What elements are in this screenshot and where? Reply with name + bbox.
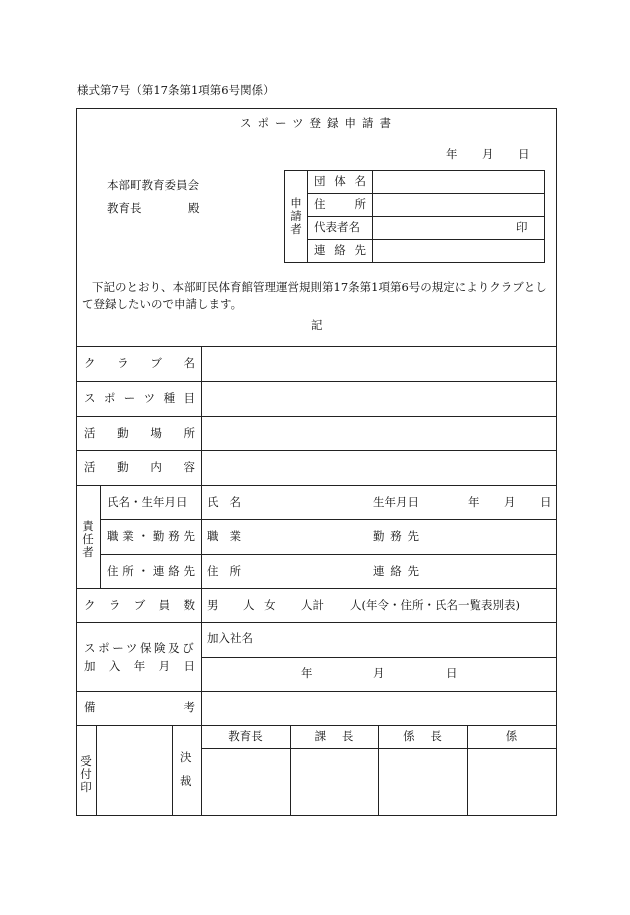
- label-name-birth: 氏名・生年月日: [107, 495, 188, 509]
- label-job-workplace: 職 業 ・ 勤 務 先: [107, 529, 195, 543]
- addressee-honorific: 殿: [188, 201, 200, 215]
- label-activity-content: 活 動 内 容: [84, 460, 195, 474]
- insurance-company: 加入社名: [207, 631, 253, 645]
- applicant-label-address: 住 所: [314, 197, 366, 211]
- frame-right: [556, 108, 557, 816]
- statement-line-1: 下記のとおり、本部町民体育館管理運営規則第17条第1項第6号の規定によりクラブとし: [92, 280, 547, 294]
- addressee-board: 本部町教育委員会: [107, 178, 199, 192]
- label-sport-type: ス ポ ー ツ 種 目: [84, 391, 195, 405]
- approval-header-staff: 係: [505, 729, 518, 743]
- approval-header-section-chief: 課 長: [314, 729, 354, 743]
- applicant-label-org: 団 体 名: [314, 174, 366, 188]
- label-address-contact: 住 所 ・ 連 絡 先: [107, 564, 195, 578]
- approval-header-superintendent: 教育長: [228, 729, 263, 743]
- insurance-year: 年: [301, 666, 313, 680]
- approval-header-unit-chief: 係 長: [403, 729, 442, 743]
- frame-left: [76, 108, 77, 816]
- addressee-superintendent: 教育長: [107, 201, 142, 215]
- insurance-day: 日: [446, 666, 458, 680]
- members-female: 人 女: [243, 598, 276, 612]
- members-total: 人計: [301, 598, 324, 612]
- statement-line-2: て登録したいので申請します。: [82, 297, 243, 311]
- applicant-header: 申請者: [290, 196, 302, 236]
- insurance-month: 月: [373, 666, 385, 680]
- members-male: 男: [207, 598, 219, 612]
- seal-mark: 印: [516, 220, 528, 234]
- receipt-stamp: 受付印: [80, 754, 92, 794]
- form-number: 様式第7号（第17条第1項第6号関係）: [77, 83, 275, 97]
- field-name: 氏 名: [207, 495, 241, 509]
- applicant-label-rep: 代表者名: [314, 220, 360, 234]
- frame-bottom: [76, 815, 557, 816]
- field-birth: 生年月日: [373, 495, 419, 509]
- field-contact: 連 絡 先: [373, 564, 419, 578]
- birth-month: 月: [504, 495, 516, 509]
- label-remarks: 備 考: [84, 700, 195, 714]
- field-address: 住 所: [207, 564, 241, 578]
- birth-year: 年: [468, 495, 480, 509]
- frame-top: [76, 108, 557, 109]
- form-title: スポーツ登録申請書: [240, 116, 398, 130]
- label-insurance-1: スポーツ保険及び: [84, 641, 197, 655]
- birth-day: 日: [540, 495, 552, 509]
- label-club-name: ク ラ ブ 名: [84, 356, 195, 370]
- applicant-label-contact: 連 絡 先: [314, 243, 366, 257]
- label-activity-place: 活 動 場 所: [84, 426, 195, 440]
- label-members: ク ラ ブ 員 数: [84, 598, 195, 612]
- date-year: 年: [446, 147, 458, 161]
- decision-char-1: 決: [180, 750, 192, 764]
- date-month: 月: [482, 147, 494, 161]
- label-insurance-2: 加 入 年 月 日: [84, 659, 195, 673]
- responsible-header: 責任者: [82, 519, 94, 559]
- date-day: 日: [518, 147, 530, 161]
- field-workplace: 勤 務 先: [373, 529, 419, 543]
- members-note: 人(年令・住所・氏名一覧表別表): [350, 598, 520, 612]
- ki-mark: 記: [311, 318, 323, 332]
- field-job: 職 業: [207, 529, 241, 543]
- decision-char-2: 裁: [180, 774, 192, 788]
